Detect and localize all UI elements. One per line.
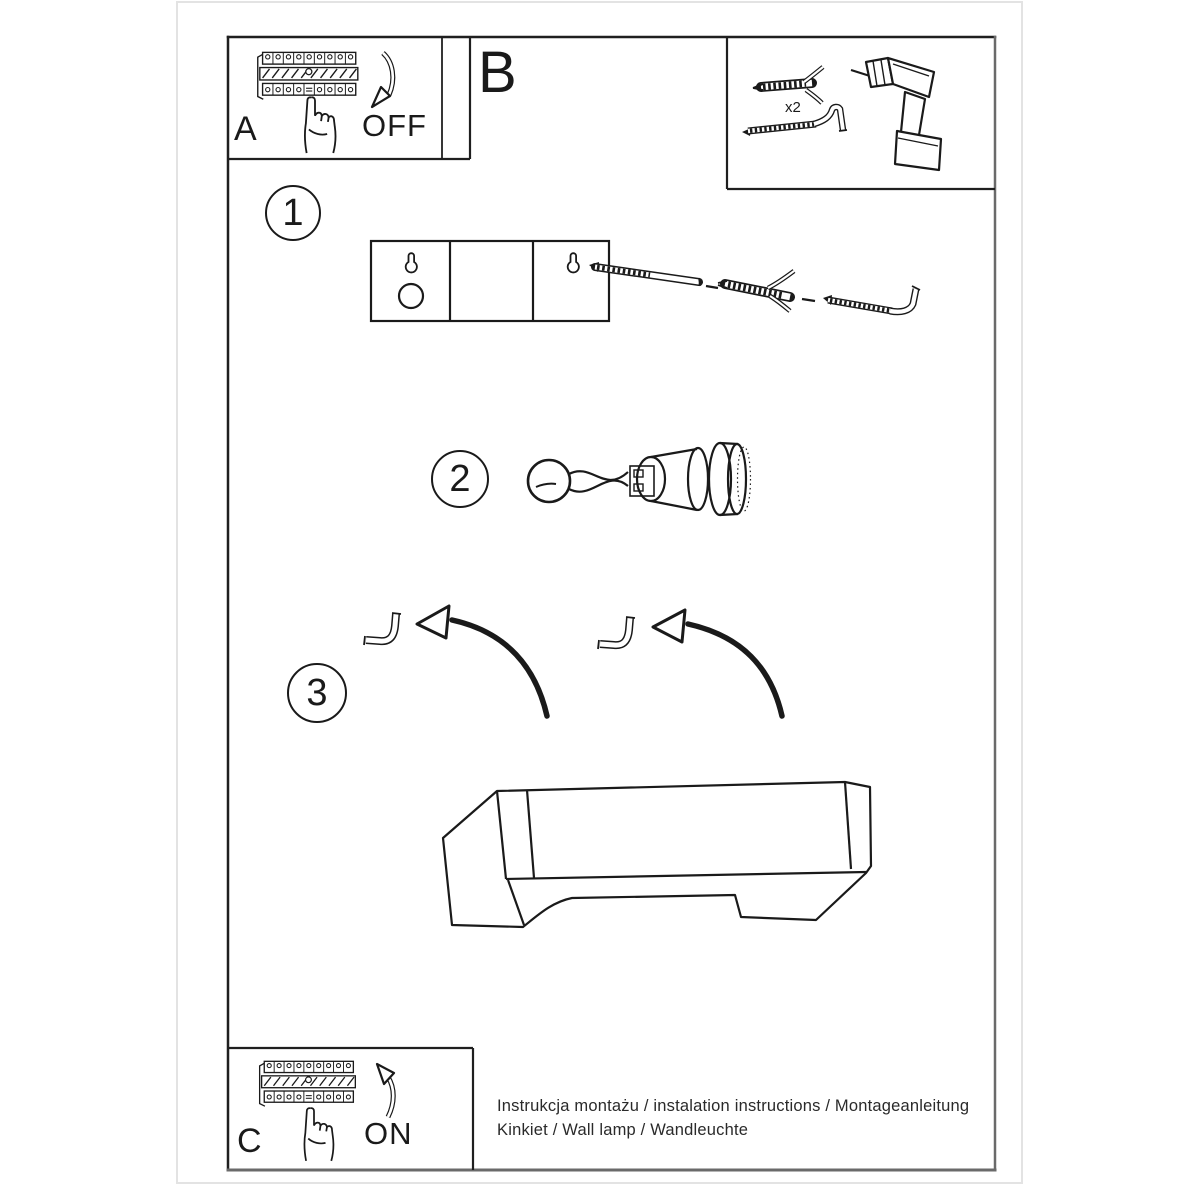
plate-hole [399,284,423,308]
pointing-hand-icon [305,97,336,153]
rotate-arrow-icon [417,606,547,716]
page-edge [177,2,1022,1183]
dash-separator [706,286,718,288]
wall-plug-icon [753,67,823,103]
wire-loop-icon [528,460,570,502]
lamp-socket-icon [569,443,751,515]
step-1-badge [265,185,321,241]
section-b-label: B [478,40,517,105]
breaker-panel-icon [260,1061,356,1106]
step-3-number: 3 [306,671,328,714]
step-2-number: 2 [449,457,471,500]
footer-title-line2: Kinkiet / Wall lamp / Wandleuchte [497,1121,749,1139]
on-label: ON [364,1116,413,1151]
mounting-plate [371,241,609,321]
wall-lamp-drawing [443,782,871,927]
wall-plug-step-icon [718,271,794,311]
parts-box-frame [727,37,995,189]
hook-screw-step-icon [823,286,920,312]
anchor-qty-label: x2 [785,99,801,116]
step-3-badge [287,663,347,723]
off-label: OFF [362,108,427,143]
panel-a-label: A [234,110,257,148]
footer-title-line1: Instrukcja montażu / instalation instructions / Montageanleitung [497,1097,970,1115]
main-frame [228,37,995,1170]
hook-icon [364,613,401,645]
on-arrow-icon [377,1064,394,1117]
pointing-hand-icon [304,1108,333,1161]
panel-c-label: C [237,1122,262,1160]
breaker-panel-icon [258,52,358,99]
step-2-badge [431,450,489,508]
hook-icon [598,617,635,649]
rotate-arrow-icon [653,610,782,716]
dash-separator [802,299,815,301]
drill-icon [851,58,941,170]
off-arrow-icon [372,53,393,107]
step-1-number: 1 [282,191,304,234]
